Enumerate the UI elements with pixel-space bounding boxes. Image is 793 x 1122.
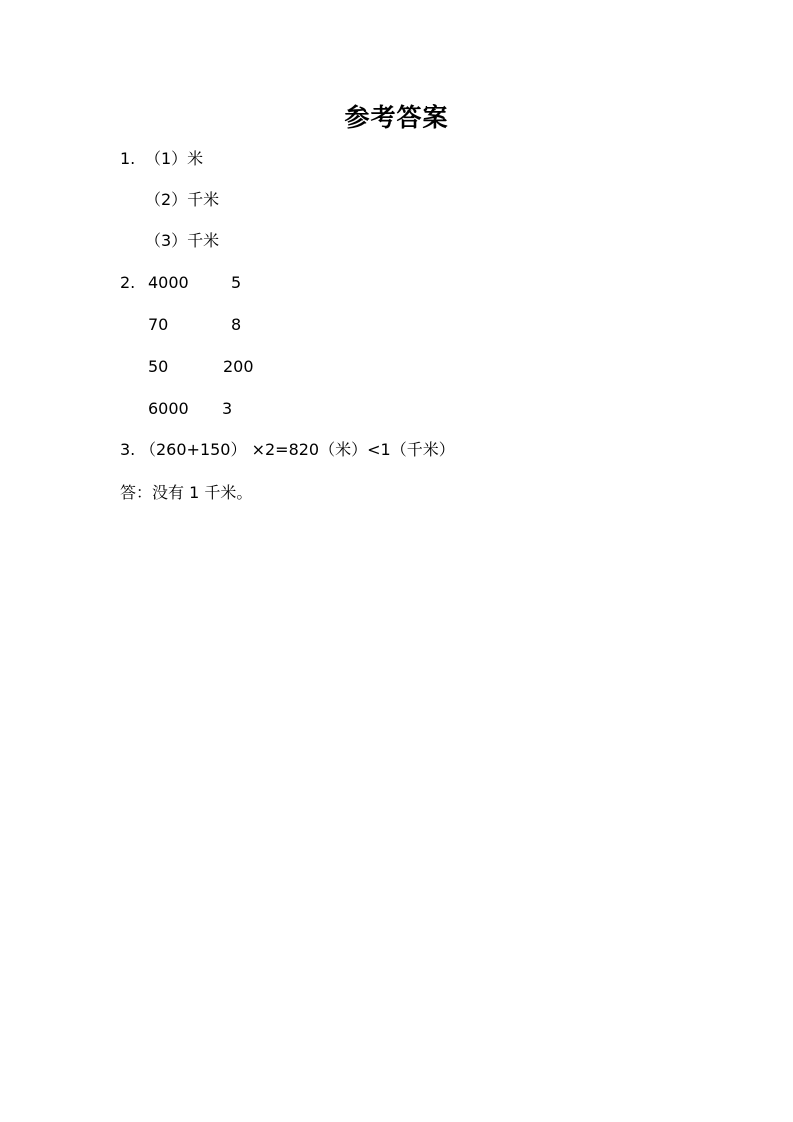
q1-number: 1. bbox=[120, 149, 136, 168]
q1-item-1: （1）米 bbox=[145, 149, 204, 168]
q1-item-3: （3）千米 bbox=[145, 231, 220, 250]
q2-row-1-left: 4000 bbox=[148, 273, 189, 292]
q2-row-3-right: 200 bbox=[223, 357, 254, 376]
q2-row-4-left: 6000 bbox=[148, 399, 189, 418]
q2-row-2-left: 70 bbox=[148, 315, 169, 334]
q1-item-2: （2）千米 bbox=[145, 190, 220, 209]
q2-row-3-left: 50 bbox=[148, 357, 169, 376]
q2-row-1-right: 5 bbox=[231, 273, 242, 292]
q3-expression: （260+150） ×2=820（米）<1（千米） bbox=[140, 440, 455, 459]
q2-row-4-right: 3 bbox=[222, 399, 233, 418]
q3-number: 3. bbox=[120, 440, 136, 459]
q2-number: 2. bbox=[120, 273, 136, 292]
q3-answer: 答：没有 1 千米。 bbox=[120, 483, 253, 502]
q2-row-2-right: 8 bbox=[231, 315, 242, 334]
page-title: 参考答案 bbox=[344, 103, 449, 132]
